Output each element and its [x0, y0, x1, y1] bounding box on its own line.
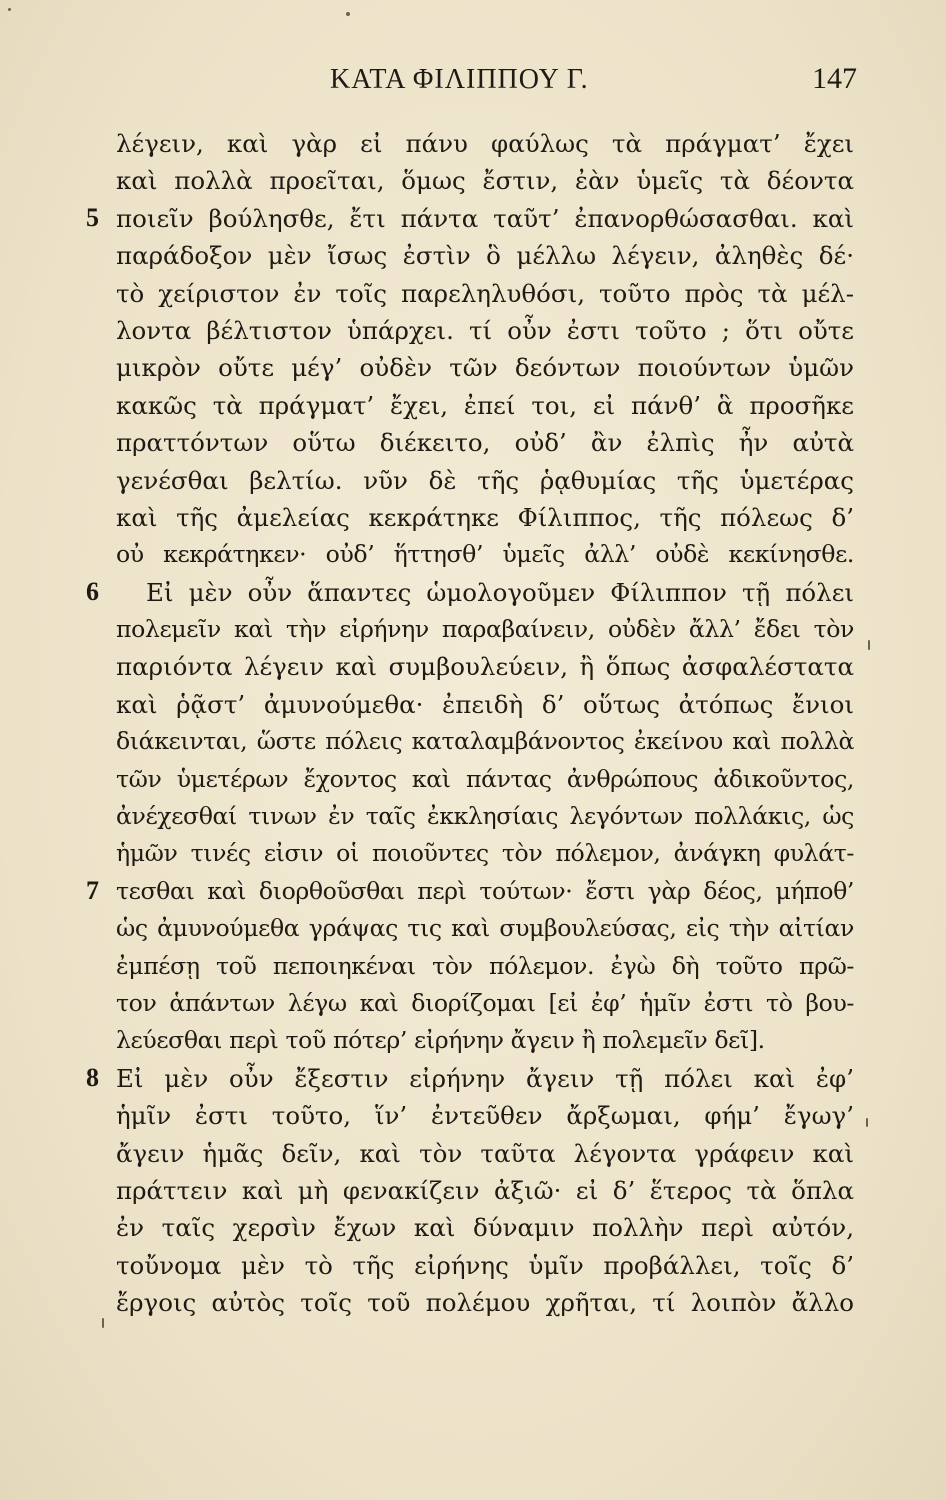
section-number-7: 7 — [86, 876, 99, 905]
text-line: παριόντα λέγειν καὶ συμβουλεύειν, ἢ ὅπως ἀσφαλέστατα — [116, 652, 854, 682]
text-line: λεύεσθαι περὶ τοῦ πότερ’ εἰρήνην ἄγειν ἢ πολεμεῖν δεῖ]. — [116, 1026, 765, 1055]
text-line: πραττόντων οὕτω διέκειτο, οὐδ’ ἂν ἐλπὶς ἦν αὐτὰ — [116, 428, 854, 458]
text-line: πολεμεῖν καὶ τὴν εἰρήνην παραβαίνειν, οὐδὲν ἄλλ’ ἔδει τὸν — [116, 615, 854, 644]
body-text — [116, 125, 854, 1322]
print-speck — [346, 12, 350, 16]
print-speck — [8, 8, 11, 11]
print-speck — [866, 1118, 868, 1127]
text-line: Εἰ μὲν οὖν ἔξεστιν εἰρήνην ἄγειν τῇ πόλει καὶ ἐφ’ — [116, 1063, 854, 1093]
text-line: λέγειν, καὶ γὰρ εἰ πάνυ φαύλως τὰ πράγματ’ ἔχει — [116, 129, 854, 158]
text-line: ὡς ἀμυνούμεθα γράψας τις καὶ συμβουλεύσας, εἰς τὴν αἰτίαν — [116, 914, 854, 943]
text-line: μικρὸν οὔτε μέγ’ οὐδὲν τῶν δεόντων ποιούντων ὑμῶν — [116, 353, 854, 383]
text-line: κακῶς τὰ πράγματ’ ἔχει, ἐπεί τοι, εἰ πάνθ’ ἃ προσῆκε — [116, 390, 854, 420]
text-line: τῶν ὑμετέρων ἔχοντος καὶ πάντας ἀνθρώπους ἀδικοῦντος, — [116, 764, 854, 793]
text-line: ἐμπέσῃ τοῦ πεποιηκέναι τὸν πόλεμον. ἐγὼ δὴ τοῦτο πρῶ- — [116, 951, 854, 980]
page-header — [0, 58, 946, 98]
text-line: ἐν ταῖς χερσὶν ἔχων καὶ δύναμιν πολλὴν περὶ αὐτόν, — [116, 1213, 854, 1243]
section-number-6: 6 — [86, 577, 99, 606]
print-speck — [102, 1318, 104, 1328]
text-line: καὶ πολλὰ προεῖται, ὅμως ἔστιν, ἐὰν ὑμεῖς τὰ δέοντα — [116, 166, 854, 196]
print-speck — [868, 640, 870, 650]
text-line: λοντα βέλτιστον ὑπάρχει. τί οὖν ἐστι τοῦτο ; ὅτι οὔτε — [116, 315, 854, 345]
section-number-8: 8 — [86, 1063, 99, 1092]
text-line: τοὔνομα μὲν τὸ τῆς εἰρήνης ὑμῖν προβάλλει, τοῖς δ’ — [116, 1250, 854, 1280]
text-line: Εἰ μὲν οὖν ἅπαντες ὡμολογοῦμεν Φίλιππον τῇ πόλει — [146, 577, 854, 607]
text-line: καὶ τῆς ἀμελείας κεκράτηκε Φίλιππος, τῆς πόλεως δ’ — [116, 502, 854, 532]
text-line: ἡμῖν ἐστι τοῦτο, ἵν’ ἐντεῦθεν ἄρξωμαι, φήμ’ ἔγωγ’ — [116, 1101, 854, 1131]
text-line: παράδοξον μὲν ἴσως ἐστὶν ὃ μέλλω λέγειν, ἀληθὲς δέ· — [116, 241, 854, 271]
text-line: τὸ χείριστον ἐν τοῖς παρεληλυθόσι, τοῦτο πρὸς τὰ μέλ- — [116, 278, 854, 308]
text-line: ἡμῶν τινές εἰσιν οἱ ποιοῦντες τὸν πόλεμον, ἀνάγκη φυλάτ- — [116, 839, 854, 868]
text-line: καὶ ῥᾷστ’ ἀμυνούμεθα· ἐπειδὴ δ’ οὕτως ἀτόπως ἔνιοι — [116, 689, 854, 719]
section-number-5: 5 — [86, 203, 99, 232]
text-line: ἔργοις αὐτὸς τοῖς τοῦ πολέμου χρῆται, τί λοιπὸν ἄλλο — [116, 1288, 854, 1318]
text-line: ἄγειν ἡμᾶς δεῖν, καὶ τὸν ταῦτα λέγοντα γράφειν καὶ — [116, 1138, 854, 1168]
text-line: πράττειν καὶ μὴ φενακίζειν ἀξιῶ· εἰ δ’ ἕτερος τὰ ὅπλα — [116, 1175, 854, 1205]
running-head: ΚΑΤΑ ΦΙΛΙΠΠΟΥ Γ. — [330, 64, 589, 95]
page-number: 147 — [812, 62, 857, 95]
text-line: ἀνέχεσθαί τινων ἐν ταῖς ἐκκλησίαις λεγόντων πολλάκις, ὡς — [116, 802, 854, 831]
text-line: τον ἁπάντων λέγω καὶ διορίζομαι [εἰ ἐφ’ ἡμῖν ἐστι τὸ βου- — [116, 988, 854, 1017]
text-line: τεσθαι καὶ διορθοῦσθαι περὶ τούτων· ἔστι γὰρ δέος, μήποθ’ — [116, 876, 854, 905]
text-line: διάκεινται, ὥστε πόλεις καταλαμβάνοντος ἐκείνου καὶ πολλὰ — [116, 727, 854, 756]
text-line: ποιεῖν βούλησθε, ἔτι πάντα ταῦτ’ ἐπανορθώσασθαι. καὶ — [116, 203, 854, 233]
text-line: γενέσθαι βελτίω. νῦν δὲ τῆς ῥᾳθυμίας τῆς ὑμετέρας — [116, 465, 854, 495]
text-line: οὐ κεκράτηκεν· οὐδ’ ἥττησθ’ ὑμεῖς ἀλλ’ οὐδὲ κεκίνησθε. — [116, 540, 854, 569]
